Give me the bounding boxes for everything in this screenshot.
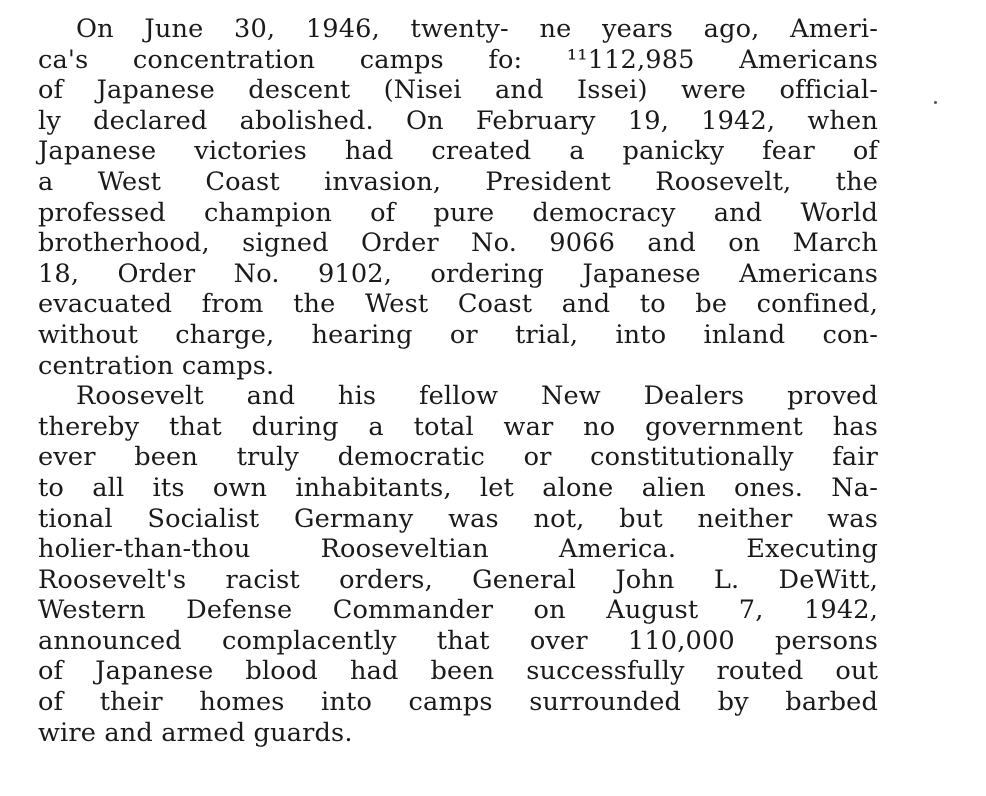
- text-line: Japanese victories had created a panicky fear of: [38, 136, 878, 167]
- text-line: of their homes into camps surrounded by barbed: [38, 687, 878, 718]
- paragraph-2: [38, 381, 878, 748]
- text-line: centration camps.: [38, 350, 275, 381]
- text-line: Roosevelt and his fellow New Dealers proved: [76, 381, 878, 412]
- article-column: [38, 14, 878, 748]
- text-line: announced complacently that over 110,000 persons: [38, 625, 878, 656]
- text-line: ever been truly democratic or constitutionally fair: [38, 442, 878, 473]
- text-line: evacuated from the West Coast and to be confined,: [38, 289, 878, 320]
- text-line: without charge, hearing or trial, into inland con-: [38, 319, 878, 350]
- text-line: tional Socialist Germany was not, but neither was: [38, 503, 878, 534]
- paragraph-1: [38, 14, 878, 381]
- text-line: Roosevelt's racist orders, General John L. DeWitt,: [38, 564, 878, 595]
- text-line: ly declared abolished. On February 19, 1942, when: [38, 105, 878, 136]
- text-line: On June 30, 1946, twenty- ne years ago, Ameri-: [76, 14, 878, 44]
- text-line: thereby that during a total war no government has: [38, 411, 878, 442]
- text-line: holier-than-thou Rooseveltian America. Executing: [38, 534, 878, 565]
- text-line: of Japanese blood had been successfully routed out: [38, 656, 878, 687]
- text-line: a West Coast invasion, President Roosevelt, the: [38, 166, 878, 197]
- text-line: ca's concentration camps fo: ¹¹112,985 Americans: [38, 44, 878, 75]
- text-line: Western Defense Commander on August 7, 1942,: [38, 595, 878, 626]
- text-line: to all its own inhabitants, let alone alien ones. Na-: [38, 472, 878, 503]
- text-line: 18, Order No. 9102, ordering Japanese Americans: [38, 258, 878, 289]
- margin-speck: [934, 101, 937, 104]
- text-line: brotherhood, signed Order No. 9066 and on March: [38, 228, 878, 259]
- text-line: wire and armed guards.: [38, 717, 353, 748]
- text-line: professed champion of pure democracy and World: [38, 197, 878, 228]
- text-line: of Japanese descent (Nisei and Issei) were official-: [38, 75, 878, 106]
